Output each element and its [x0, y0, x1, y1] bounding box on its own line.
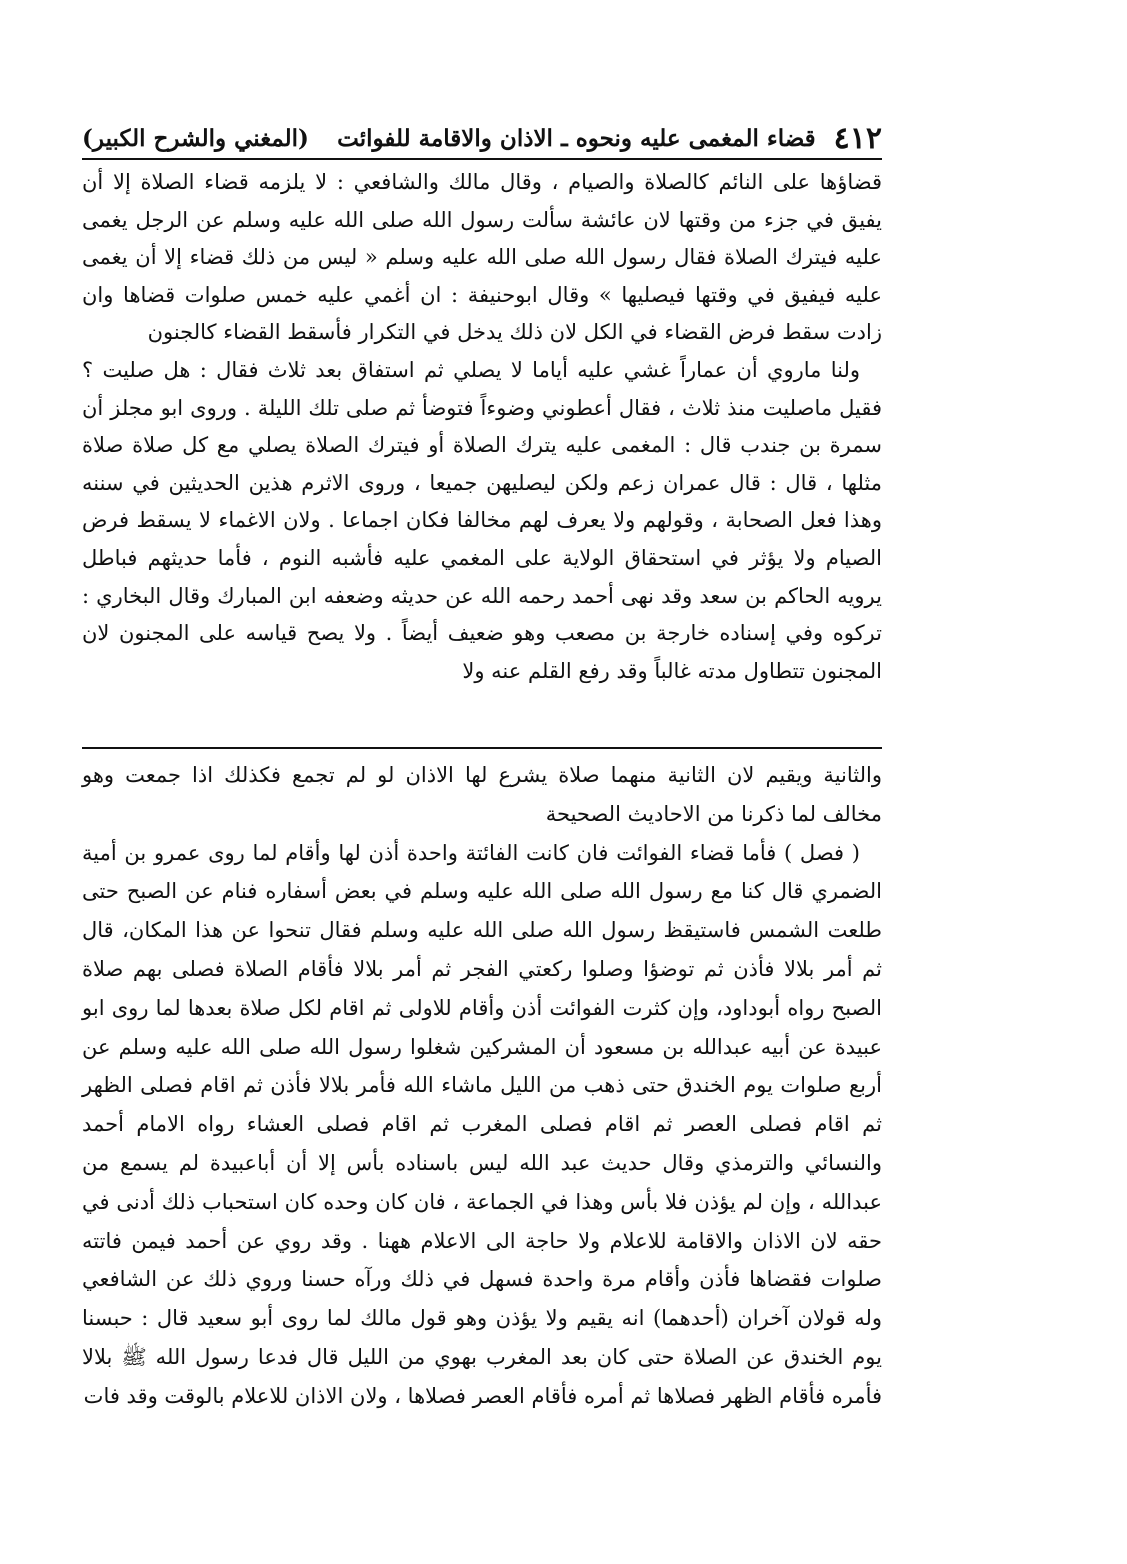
main-text: [82, 164, 882, 690]
main-paragraph-1: قضاؤها على النائم كالصلاة والصيام ، وقال مالك والشافعي : لا يلزمه قضاء الصلاة إلا أن يفيق في جزء من وقتها لان عائشة سألت رسول الله صلى الله عليه وسلم عن الرجل يغمى عليه فيترك الصلاة فقال رسول الله صلى الله عليه وسلم « ليس من ذلك قضاء إلا أن يغمى عليه فيفيق في وقتها فيصليها » وقال ابوحنيفة : ان أغمي عليه خمس صلوات قضاها وان زادت سقط فرض القضاء في الكل لان ذلك يدخل في التكرار فأسقط القضاء كالجنون: [82, 170, 882, 345]
page-number: ٤١٢: [833, 120, 882, 156]
section-title: قضاء المغمى عليه ونحوه ـ الاذان والاقامة للفوائت: [337, 124, 816, 152]
section-divider-rule: [82, 747, 882, 749]
header-right: [337, 121, 882, 156]
lower-text: [82, 756, 882, 1416]
page-header: [82, 116, 882, 160]
book-title: (المغني والشرح الكبير): [82, 124, 309, 152]
lower-paragraph-1: والثانية ويقيم لان الثانية منهما صلاة يشرع لها الاذان لو لم تجمع فكذلك اذا جمعت وهو مخالف لما ذكرنا من الاحاديث الصحيحة: [82, 763, 882, 826]
header-rule: [82, 158, 882, 160]
main-paragraph-2: ولنا ماروي أن عماراً غشي عليه أياما لا يصلي ثم استفاق بعد ثلاث فقال : هل صليت ؟ فقيل ماصليت منذ ثلاث ، فقال أعطوني وضوءاً فتوضأ ثم صلى تلك الليلة . وروى ابو مجلز أن سمرة بن جندب قال : المغمى عليه يترك الصلاة أو فيترك الصلاة يصلي مع كل صلاة صلاة مثلها ، قال : قال عمران زعم ولكن ليصليهن جميعا ، وروى الاثرم هذين الحديثين في سننه وهذا فعل الصحابة ، وقولهم ولا يعرف لهم مخالفا فكان اجماعا . ولان الاغماء لا يسقط فرض الصيام ولا يؤثر في استحقاق الولاية على المغمي عليه فأشبه النوم ، فأما حديثهم فباطل يرويه الحاكم بن سعد وقد نهى أحمد رحمه الله عن حديثه وضعفه ابن المبارك وقال البخاري : تركوه وفي إسناده خارجة بن مصعب وهو ضعيف أيضاً . ولا يصح قياسه على المجنون لان المجنون تتطاول مدته غالباً وقد رفع القلم عنه ولا: [82, 357, 882, 683]
lower-paragraph-2: ( فصل ) فأما قضاء الفوائت فان كانت الفائتة واحدة أذن لها وأقام لما روى عمرو بن أمية الضمري قال كنا مع رسول الله صلى الله عليه وسلم في بعض أسفاره فنام عن الصبح حتى طلعت الشمس فاستيقظ رسول الله صلى الله عليه وسلم فقال تنحوا عن هذا المكان، قال ثم أمر بلالا فأذن ثم توضؤا وصلوا ركعتي الفجر ثم أمر بلالا فأقام الصلاة فصلى بهم صلاة الصبح رواه أبوداود، وإن كثرت الفوائت أذن وأقام للاولى ثم اقام لكل صلاة بعدها لما روى ابو عبيدة عن أبيه عبدالله بن مسعود أن المشركين شغلوا رسول الله صلى الله عليه وسلم عن أربع صلوات يوم الخندق حتى ذهب من الليل ماشاء الله فأمر بلالا فأذن ثم اقام فصلى الظهر ثم اقام فصلى العصر ثم اقام فصلى المغرب ثم اقام فصلى العشاء رواه الامام أحمد والنسائي والترمذي وقال حديث عبد الله ليس باسناده بأس إلا أن أباعبيدة لم يسمع من عبدالله ، وإن لم يؤذن فلا بأس وهذا في الجماعة ، فان كان وحده كان استحباب ذلك أدنى في حقه لان الاذان والاقامة للاعلام ولا حاجة الى الاعلام ههنا . وقد روي عن أحمد فيمن فاتته صلوات فقضاها فأذن وأقام مرة واحدة فسهل في ذلك ورآه حسنا وروي ذلك عن الشافعي وله قولان آخران (أحدهما) انه يقيم ولا يؤذن وهو قول مالك لما روى أبو سعيد قال : حبسنا يوم الخندق عن الصلاة حتى كان بعد المغرب بهوي من الليل قال فدعا رسول الله ﷺ بلالا فأمره فأقام الظهر فصلاها ثم أمره فأقام العصر فصلاها ، ولان الاذان للاعلام بالوقت وقد فات: [82, 840, 882, 1408]
